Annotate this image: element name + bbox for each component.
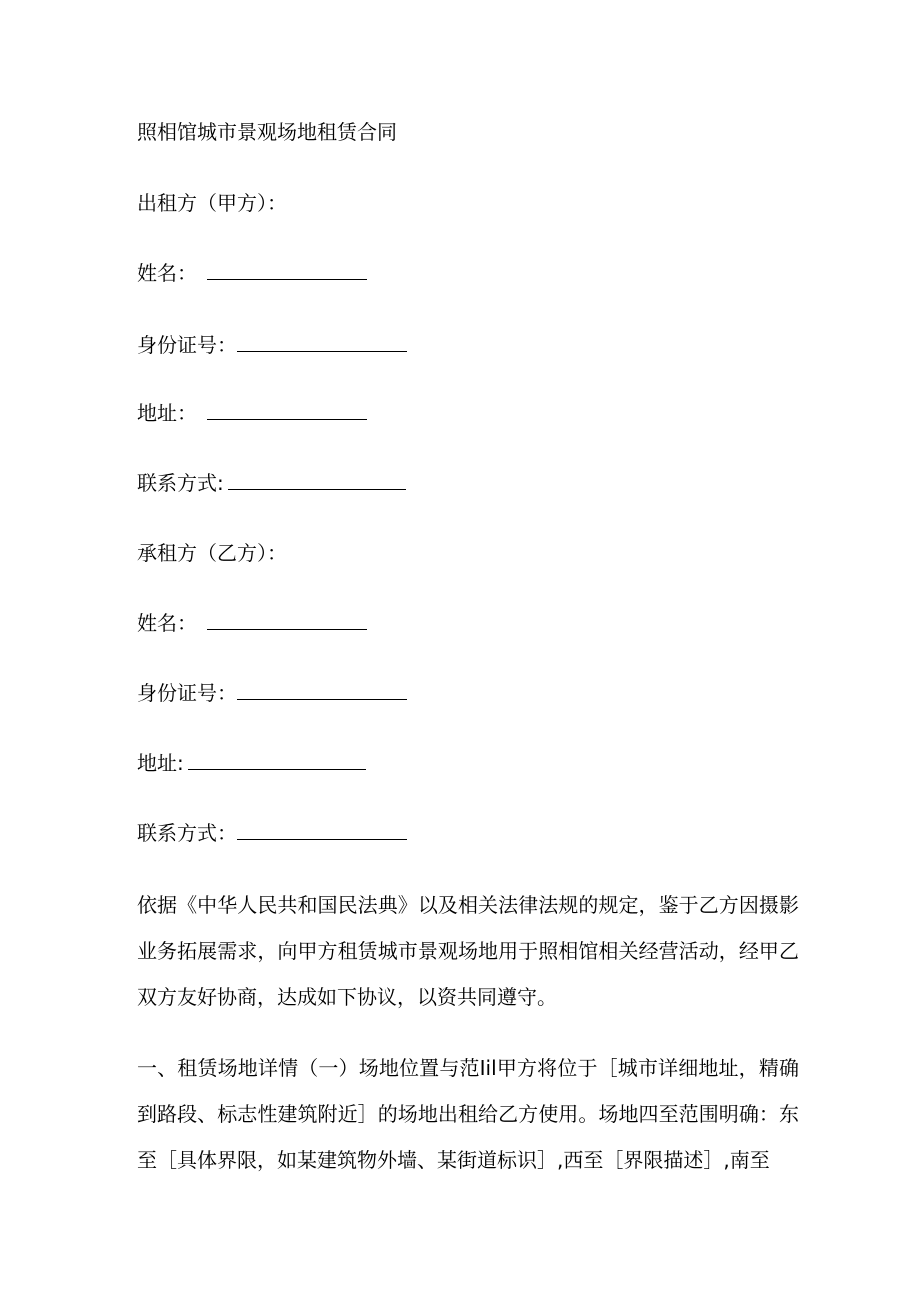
lessor-name-blank bbox=[207, 261, 367, 280]
lessor-contact-blank bbox=[228, 471, 406, 490]
lessee-heading: 承租方（乙方）： bbox=[137, 541, 287, 565]
lessor-name-row bbox=[137, 260, 367, 286]
lessee-name-label: 姓名： bbox=[137, 611, 197, 635]
lessor-id-blank bbox=[237, 333, 407, 352]
lessor-id-label: 身份证号： bbox=[137, 333, 237, 357]
lessee-id-row bbox=[137, 680, 407, 706]
lessee-contact-blank bbox=[237, 821, 407, 840]
lessee-address-blank bbox=[188, 751, 366, 770]
lessor-id-row bbox=[137, 332, 407, 358]
lessee-address-label: 地址: bbox=[137, 751, 184, 775]
document-title: 照相馆城市景观场地租赁合同 bbox=[137, 120, 397, 144]
lessee-contact-label: 联系方式： bbox=[137, 821, 237, 845]
lessor-contact-label: 联系方式: bbox=[137, 471, 224, 495]
lessor-address-blank bbox=[207, 401, 367, 420]
lessor-address-label: 地址： bbox=[137, 401, 197, 425]
lessor-name-label: 姓名： bbox=[137, 261, 197, 285]
lessee-name-row bbox=[137, 610, 367, 636]
lessee-contact-row bbox=[137, 820, 407, 846]
lessee-address-row bbox=[137, 750, 366, 776]
lessor-contact-row bbox=[137, 470, 406, 496]
preamble-paragraph: 依据《中华人民共和国民法典》以及相关法律法规的规定，鉴于乙方因摄影业务拓展需求，向甲方租赁城市景观场地用于照相馆相关经营活动，经甲乙双方友好协商，达成如下协议，以资共同遵守。 bbox=[137, 893, 799, 1009]
section-one-paragraph: 一、租赁场地详情（一）场地位置与范Iil甲方将位于［城市详细地址，精确到路段、标志性建筑附近］的场地出租给乙方使用。场地四至范围明确：东至［具体界限，如某建筑物外墙、某街道标识］,西至［界限描述］,南至 bbox=[137, 1056, 799, 1172]
lessee-id-label: 身份证号： bbox=[137, 681, 237, 705]
lessor-heading: 出租方（甲方）： bbox=[137, 191, 287, 215]
lessee-id-blank bbox=[237, 681, 407, 700]
lessee-name-blank bbox=[207, 611, 367, 630]
lessor-address-row bbox=[137, 400, 367, 426]
